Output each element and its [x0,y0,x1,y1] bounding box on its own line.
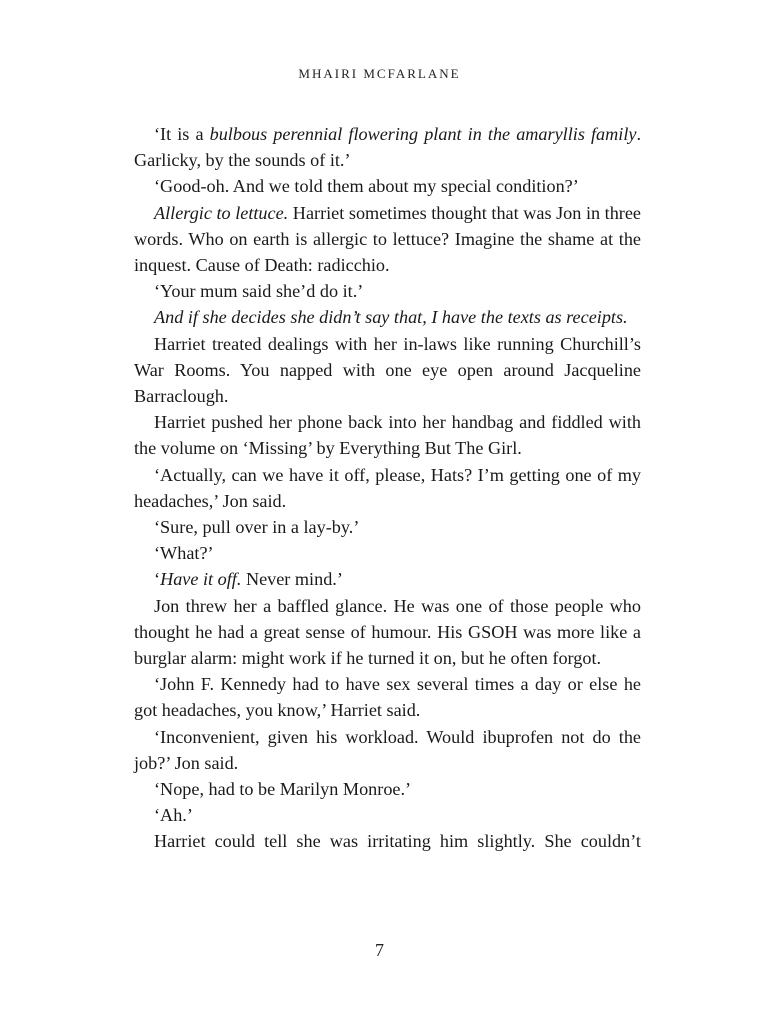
paragraph [134,200,641,279]
paragraph [134,121,641,173]
paragraph [134,331,641,410]
text-run: Harriet treated dealings with her in-laws like running Churchill’s War Rooms. You napped with one eye open around Jacqueline Barraclough. [134,333,641,407]
paragraph [134,540,641,566]
paragraph [134,304,641,330]
paragraph [134,671,641,723]
paragraph [134,802,641,828]
page-number: 7 [375,940,384,960]
paragraph [134,593,641,672]
text-run: ‘What?’ [154,543,214,564]
paragraph [134,462,641,514]
text-run: ‘Inconvenient, given his workload. Would ibuprofen not do the job?’ Jon said. [134,726,641,773]
paragraph [134,828,641,854]
text-run: Harriet pushed her phone back into her handbag and fiddled with the volume on ‘Missing’ by Everything But The Girl. [134,412,641,459]
paragraph [134,278,641,304]
text-run: ‘It is a [154,124,210,144]
text-run: ‘Your mum said she’d do it.’ [154,281,364,302]
text-run: . Garlicky, by the sounds of it.’ [134,124,641,171]
paragraph [134,776,641,802]
text-run: ‘John F. Kennedy had to have sex several times a day or else he got headaches, you know,’ Harriet said. [134,674,641,721]
running-head: MHAIRI MCFARLANE [298,66,461,81]
text-run: ‘Sure, pull over in a lay-by.’ [154,517,360,538]
paragraph [134,173,641,199]
paragraph [134,514,641,540]
text-run: ‘Actually, can we have it off, please, Hats? I’m getting one of my headaches,’ Jon said. [134,464,641,511]
text-run: ‘Good-oh. And we told them about my special condition?’ [154,176,579,197]
text-run: ‘ [154,569,161,590]
text-run: Never mind.’ [241,569,343,590]
text-run: ‘Nope, had to be Marilyn Monroe.’ [154,779,412,800]
italic-text: Have it off. [160,569,242,590]
text-run: Jon threw her a baffled glance. He was one of those people who thought he had a great sense of humour. His GSOH was more like a burglar alarm: might work if he turned it on, but he often forgot. [134,595,641,669]
text-run: Harriet sometimes thought that was Jon in three words. Who on earth is allergic to lettuce? Imagine the shame at the inquest. Cause of Death: radicchio. [134,202,642,276]
text-run: Harriet could tell she was irritating him slightly. She couldn’t [154,831,641,852]
paragraph [134,566,641,592]
italic-text: Allergic to lettuce. [154,202,289,223]
body-text [134,121,641,855]
paragraph [134,409,641,461]
italic-text: bulbous perennial flowering plant in the amaryllis family [209,124,637,144]
text-run: ‘Ah.’ [154,805,193,826]
paragraph [134,724,641,776]
italic-text: And if she decides she didn’t say that, I have the texts as receipts. [154,307,628,328]
